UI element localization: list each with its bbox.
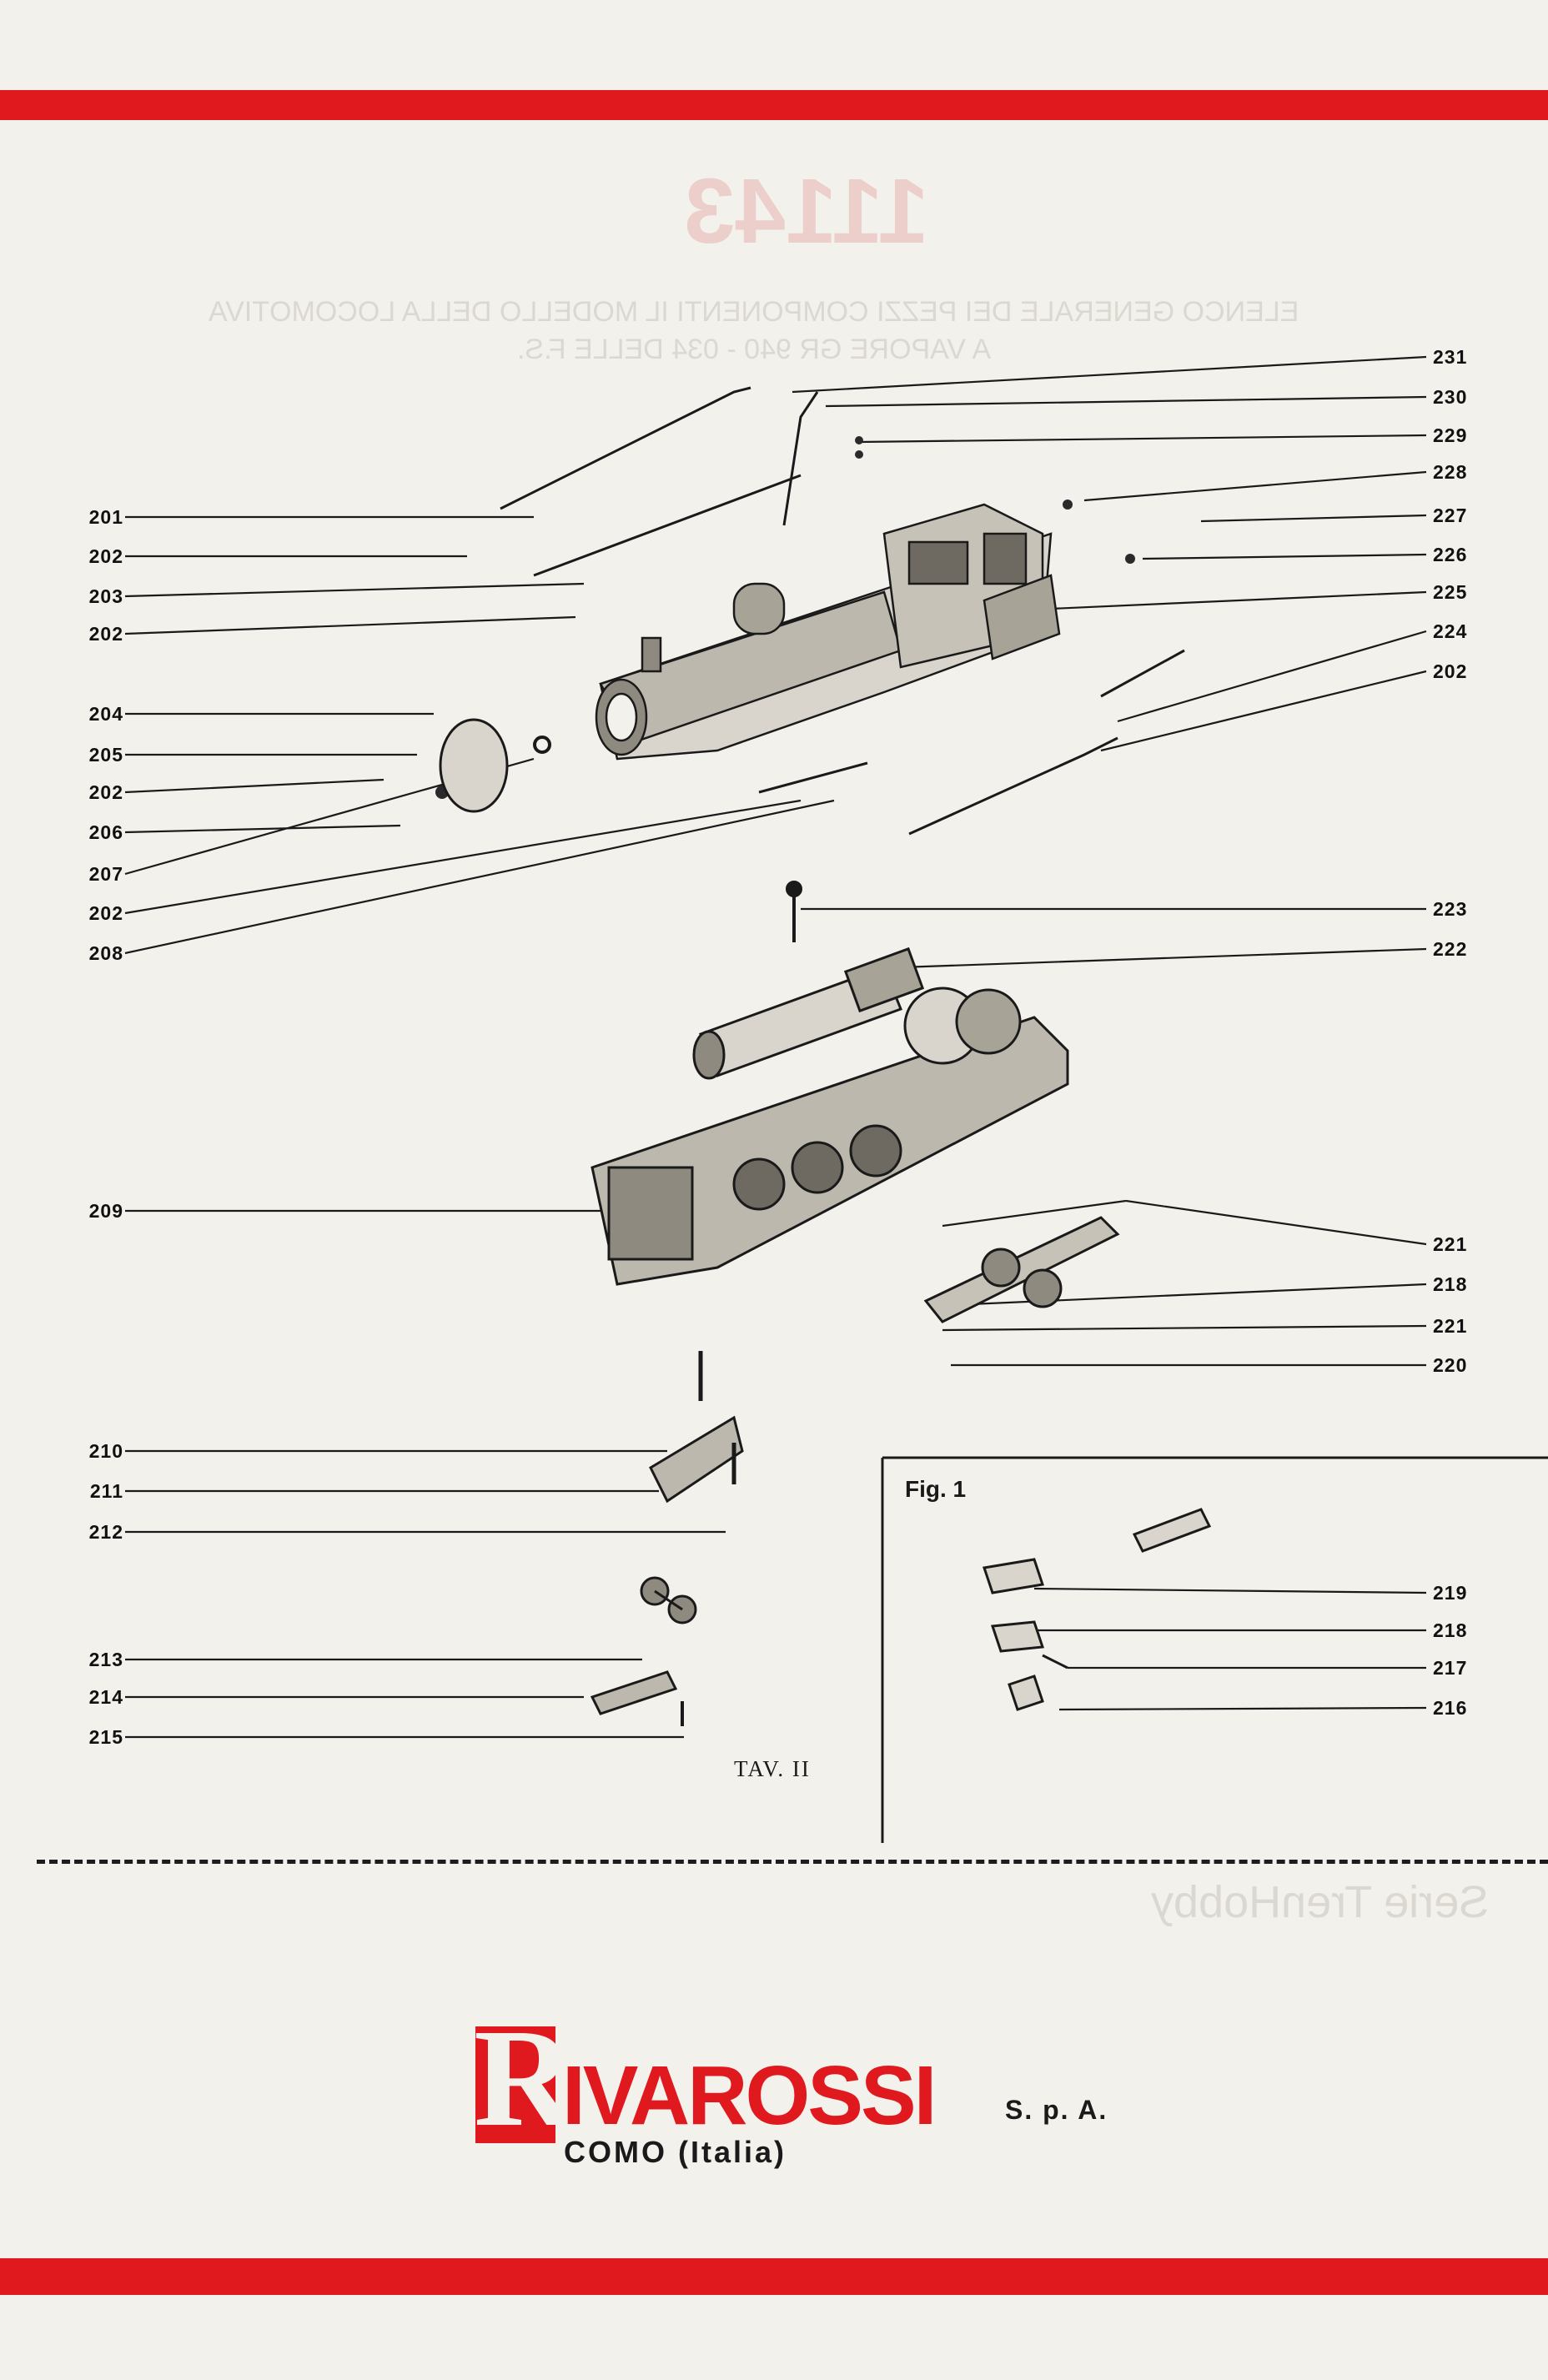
- part-label-217: 217: [1433, 1657, 1468, 1679]
- figure-title: Fig. 1: [905, 1476, 967, 1502]
- part-label-209: 209: [88, 1200, 123, 1222]
- part-label-202: 202: [88, 545, 123, 567]
- part-label-206: 206: [88, 821, 123, 843]
- part-label-201: 201: [88, 506, 123, 528]
- part-label-204: 204: [88, 703, 123, 725]
- part-label-205: 205: [88, 744, 123, 766]
- part-label-222: 222: [1433, 938, 1468, 960]
- leader-line: [792, 357, 1426, 392]
- leader-line: [942, 1326, 1426, 1330]
- smokebox-door: [440, 720, 507, 811]
- company-city: COMO (Italia): [564, 2135, 787, 2169]
- leader-line: [1051, 592, 1426, 609]
- part-label-225: 225: [1433, 581, 1468, 603]
- leader-line: [1084, 472, 1426, 500]
- leader-line: [1034, 1589, 1426, 1593]
- leader-line: [125, 617, 575, 634]
- screw-223: [787, 882, 801, 942]
- leader-line: [951, 1284, 1426, 1305]
- leader-line: [125, 584, 584, 596]
- rear-bracket: [651, 1351, 742, 1501]
- part-label-202: 202: [88, 781, 123, 803]
- part-label-218: 218: [1433, 1273, 1468, 1295]
- logo-initial: R: [474, 2001, 575, 2156]
- leader-line: [1126, 1201, 1426, 1244]
- part-label-202: 202: [88, 623, 123, 645]
- part-label-213: 213: [88, 1649, 123, 1670]
- pony-truck: [926, 1218, 1118, 1322]
- logo-wordmark: IVAROSSI: [562, 2049, 935, 2142]
- leader-line: [125, 801, 801, 913]
- part-label-223: 223: [1433, 898, 1468, 920]
- rear-wheelset: [592, 1578, 696, 1726]
- plate-title: TAV. II: [734, 1756, 811, 1781]
- leader-line: [125, 826, 400, 832]
- reverse-title-ghost: 11143: [684, 160, 929, 263]
- part-label-227: 227: [1433, 505, 1468, 526]
- part-label-212: 212: [88, 1521, 123, 1543]
- part-label-214: 214: [88, 1686, 123, 1708]
- part-label-219: 219: [1433, 1582, 1468, 1604]
- reverse-subheading-ghost: A VAPORE GR 940 - 034 DELLE F.S.: [517, 334, 992, 365]
- leader-line: [901, 949, 1426, 967]
- leader-line: [125, 780, 384, 792]
- leader-line: [125, 801, 834, 953]
- part-label-221: 221: [1433, 1233, 1468, 1255]
- leader-line: [1101, 671, 1426, 751]
- part-label-230: 230: [1433, 386, 1468, 408]
- fig1-frame: [882, 1458, 1548, 1843]
- leader-line: [1059, 1708, 1426, 1710]
- part-label-229: 229: [1433, 424, 1468, 446]
- reverse-series-ghost: Serie TrenHobby: [1151, 1877, 1490, 1927]
- part-label-208: 208: [88, 942, 123, 964]
- leader-line: [1143, 555, 1426, 559]
- part-label-202: 202: [1433, 660, 1468, 682]
- reverse-heading-ghost: ELENCO GENERALE DEI PEZZI COMPONENTI IL MODELLO DELLA LOCOMOTIVA: [209, 296, 1299, 328]
- leader-line: [859, 435, 1426, 442]
- part-label-211: 211: [89, 1480, 123, 1502]
- leader-line: [1118, 631, 1426, 721]
- part-label-207: 207: [88, 863, 123, 885]
- part-label-231: 231: [1433, 346, 1468, 368]
- part-label-203: 203: [88, 585, 123, 607]
- part-label-210: 210: [88, 1440, 123, 1462]
- motor-worm: [694, 949, 922, 1078]
- part-label-218: 218: [1433, 1619, 1468, 1641]
- leader-line: [1201, 515, 1426, 521]
- leader-line: [826, 397, 1426, 406]
- part-label-215: 215: [88, 1726, 123, 1748]
- part-label-202: 202: [88, 902, 123, 924]
- part-label-224: 224: [1433, 620, 1468, 642]
- part-label-228: 228: [1433, 461, 1468, 483]
- part-label-216: 216: [1433, 1697, 1468, 1719]
- company-suffix: S. p. A.: [1005, 2095, 1108, 2125]
- part-label-226: 226: [1433, 544, 1468, 565]
- cut-line: [37, 1860, 1548, 1864]
- part-label-220: 220: [1433, 1354, 1468, 1376]
- fig1-parts: [984, 1509, 1209, 1710]
- part-label-221: 221: [1433, 1315, 1468, 1337]
- locomotive-body: [596, 505, 1059, 759]
